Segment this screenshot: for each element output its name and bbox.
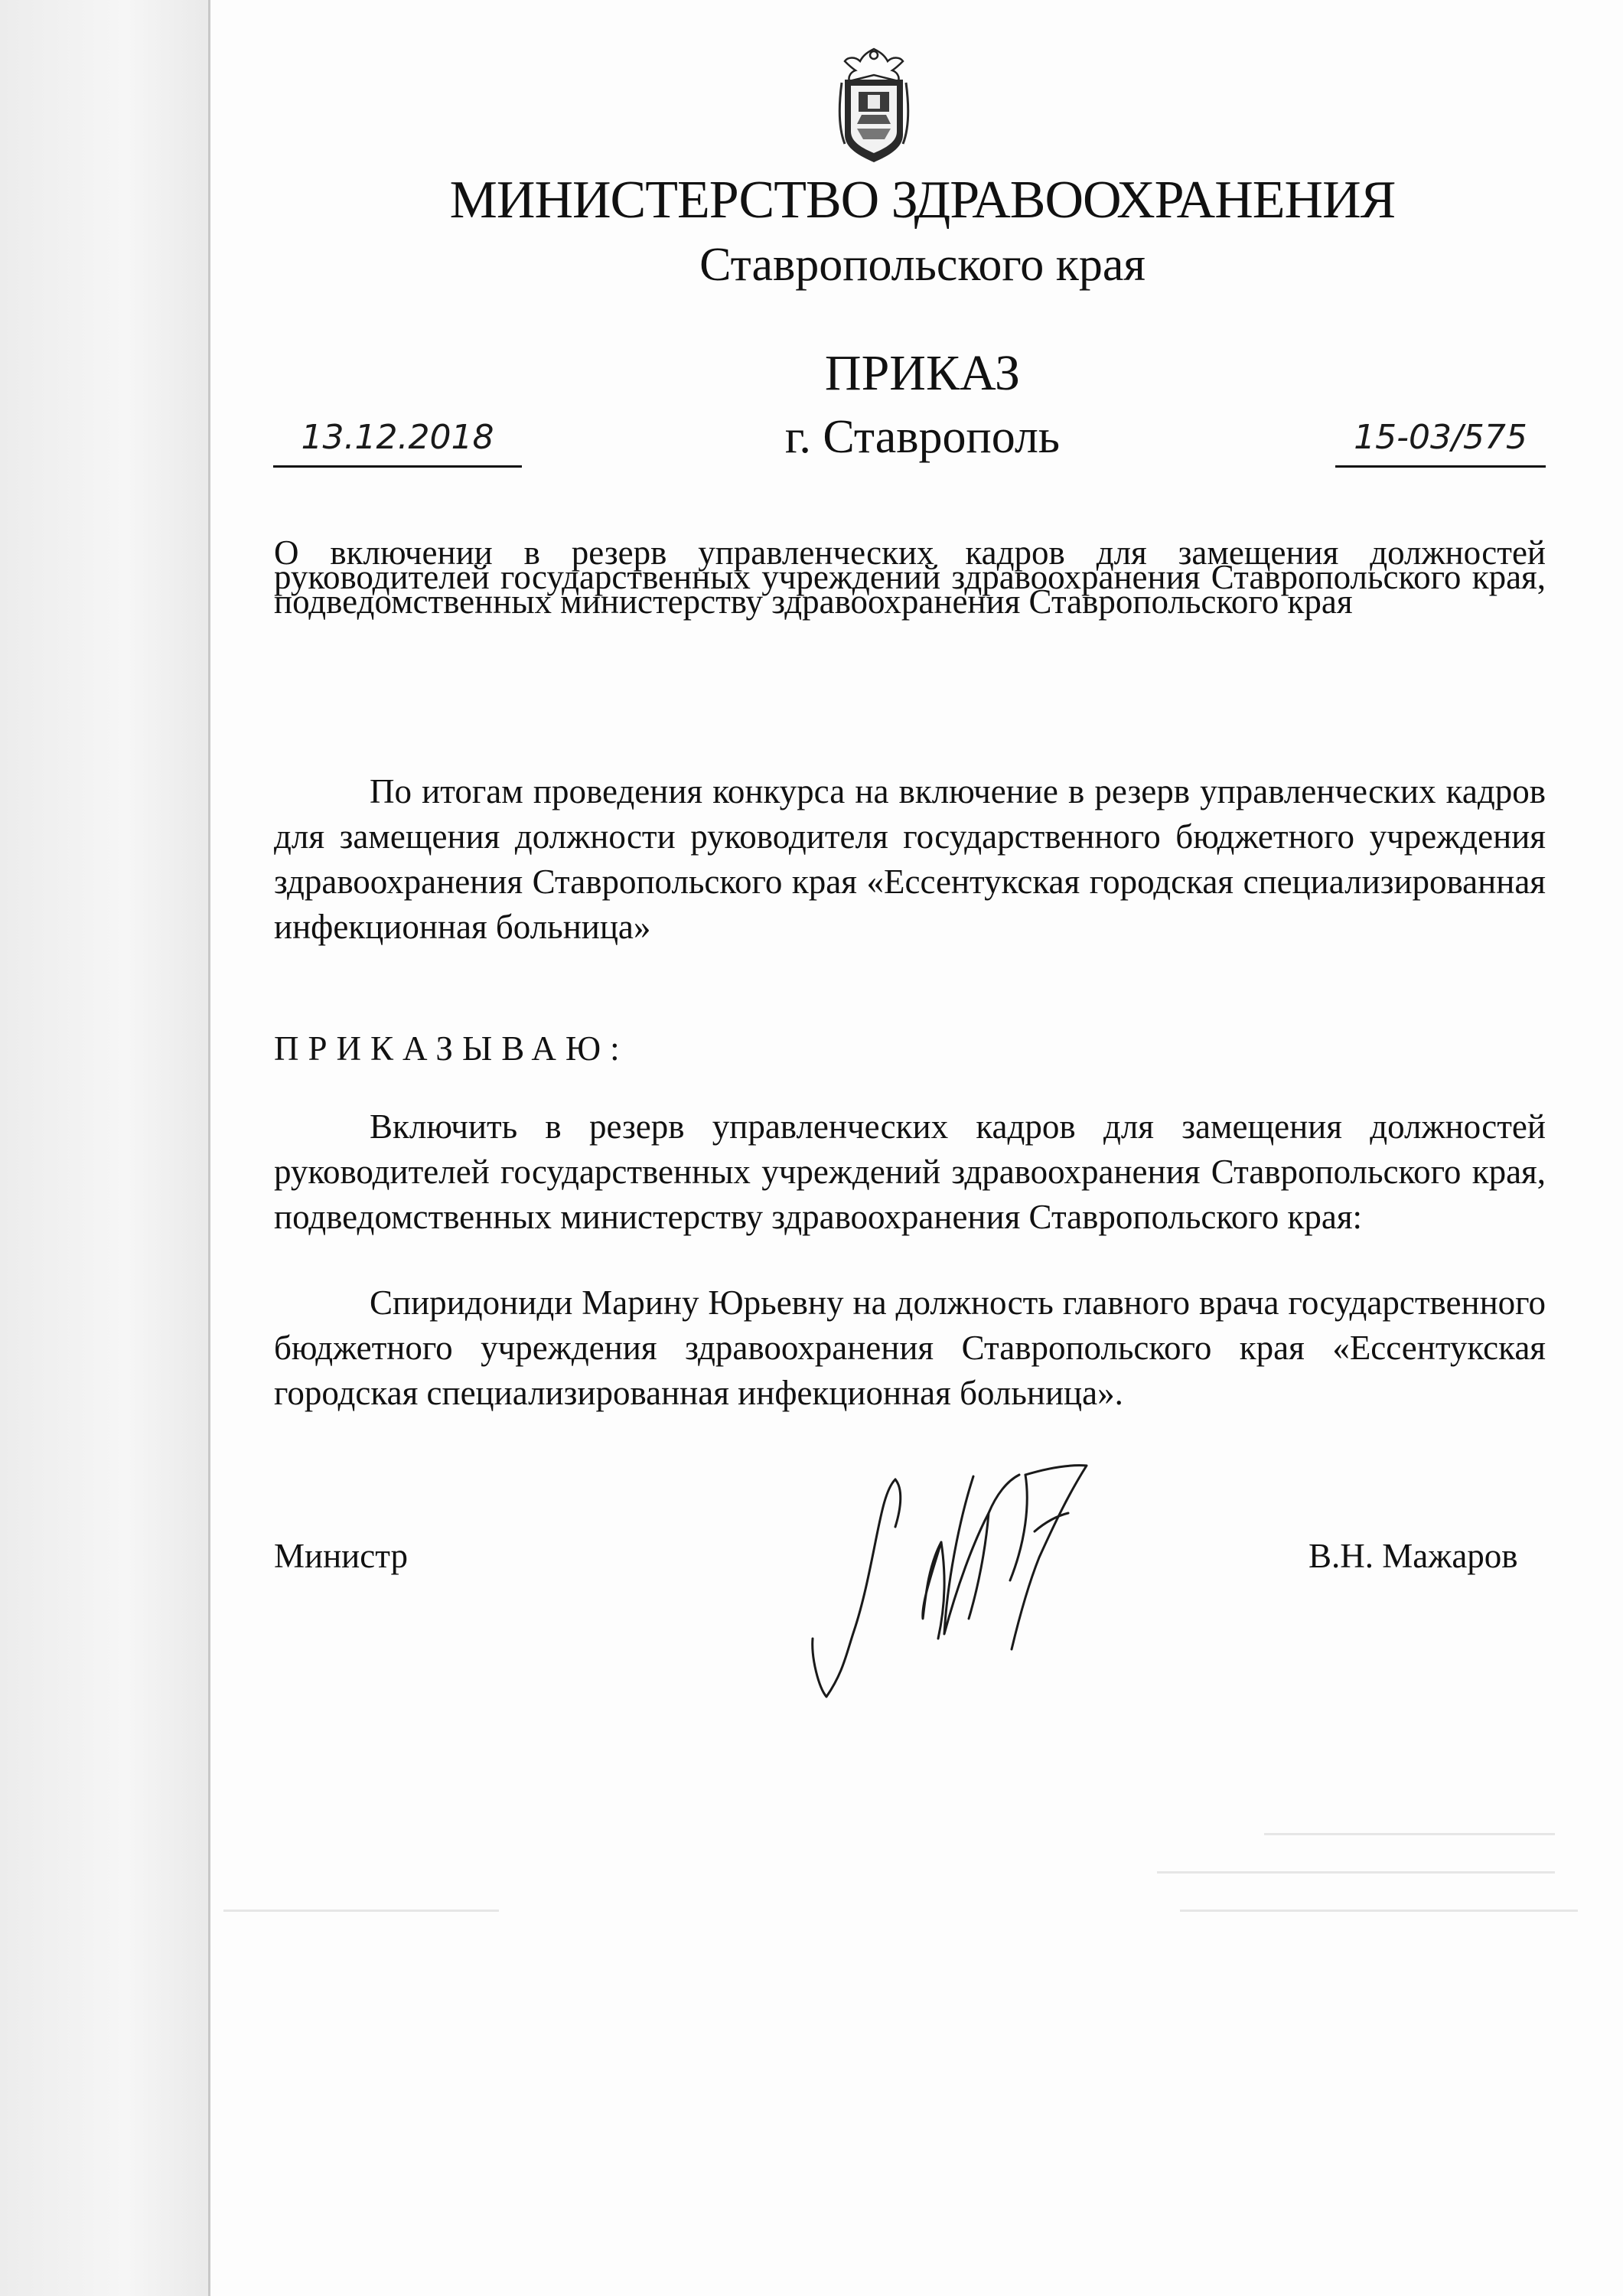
document-type-title: ПРИКАЗ	[824, 345, 1021, 401]
document-number-field: 15-03/575	[1335, 413, 1546, 468]
coat-of-arms-icon	[837, 44, 911, 167]
appointee-paragraph: Спиридониди Марину Юрьевну на должность главного врача государственного бюджетного учреждения здравоохранения Ставропольского края «Ессентукская городская специализированная инфекционная больница».	[274, 1283, 1546, 1412]
signer-name: В.Н. Мажаров	[1309, 1537, 1518, 1575]
preamble-paragraph: По итогам проведения конкурса на включение в резерв управленческих кадров для замещения должности руководителя государственного бюджетного учреждения здравоохранения Ставропольского края «Ессентукская городская специализированная инфекционная больница»	[274, 772, 1546, 946]
signer-position: Министр	[274, 1537, 408, 1575]
region-name: Ставропольского края	[699, 239, 1146, 291]
handwritten-signature	[796, 1458, 1163, 1711]
order-paragraph: Включить в резерв управленческих кадров для замещения должностей руководителей государственных учреждений здравоохранения Ставропольского края, подведомственных министерству здравоохранения Ставропольского края:	[274, 1107, 1546, 1236]
document-subject: О включении в резерв управленческих кадров для замещения должностей руководителей государственных учреждений здравоохранения Ставропольского края, подведомственных министерству здравоохранения Ставропольского края	[274, 533, 1546, 621]
ministry-name: МИНИСТЕРСТВО ЗДРАВООХРАНЕНИЯ	[449, 171, 1396, 230]
order-heading: ПРИКАЗЫВАЮ:	[274, 1029, 629, 1068]
document-date-field: 13.12.2018	[273, 413, 522, 468]
document-city: г. Ставрополь	[784, 411, 1061, 463]
